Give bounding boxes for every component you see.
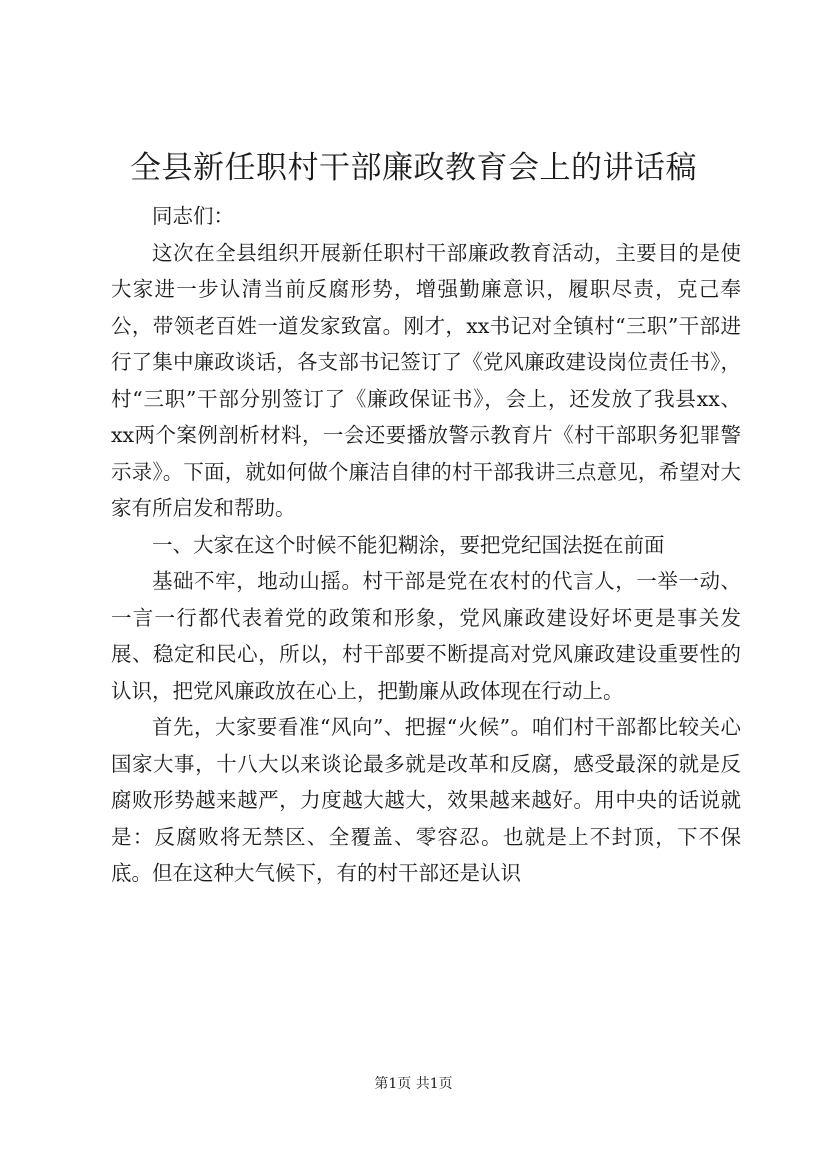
- paragraph-first-point: 首先，大家要看准“风向”、把握“火候”。咱们村干部都比较关心国家大事，十八大以来谈论最多就是改革和反腐，感受最深的就是反腐败形势越来越严，力度越大越大，效果越来越好。用中央的话说就是：反腐败将无禁区、全覆盖、零容忍。也就是上不封顶，下不保底。但在这种大气候下，有的村干部还是认识: [111, 715, 741, 885]
- paragraph-intro: 这次在全县组织开展新任职村干部廉政教育活动，主要目的是使大家进一步认清当前反腐形势，增强勤廉意识，履职尽责，克己奉公，带领老百姓一道发家致富。刚才，xx书记对全镇村“三职”干部进行了集中廉政谈话，各支部书记签订了《党风廉政建设岗位责任书》，村“三职”干部分别签订了《廉政保证书》，会上，还发放了我县xx、xx两个案例剖析材料，一会还要播放警示教育片《村干部职务犯罪警示录》。下面，就如何做个廉洁自律的村干部我讲三点意见，希望对大家有所启发和帮助。: [111, 240, 741, 520]
- page-number-footer: 第1页 共1页: [374, 1076, 453, 1092]
- document-body: [111, 198, 741, 892]
- paragraph-foundation: 基础不牢，地动山摇。村干部是党在农村的代言人，一举一动、一言一行都代表着党的政策和形象，党风廉政建设好坏更是事关发展、稳定和民心，所以，村干部要不断提高对党风廉政建设重要性的认识，把党风廉政放在心上，把勤廉从政体现在行动上。: [111, 569, 741, 703]
- section-heading-1: 一、大家在这个时候不能犯糊涂，要把党纪国法挺在前面: [152, 532, 665, 557]
- salutation: 同志们：: [152, 204, 234, 228]
- document-title: 全县新任职村干部廉政教育会上的讲话稿: [130, 150, 697, 186]
